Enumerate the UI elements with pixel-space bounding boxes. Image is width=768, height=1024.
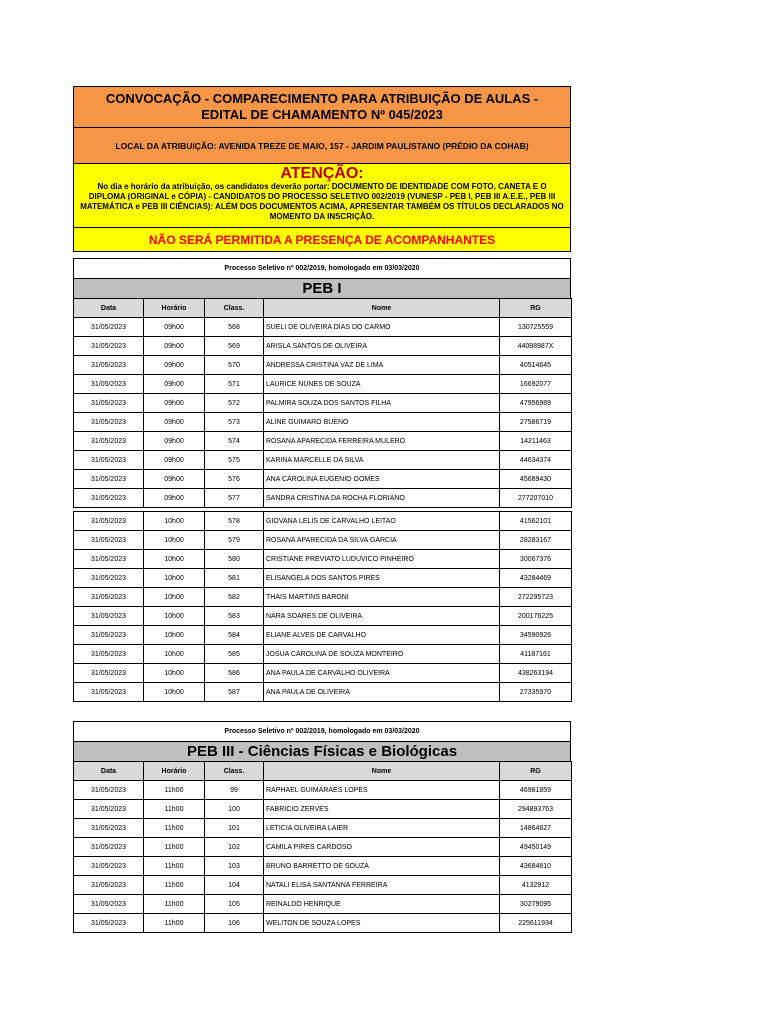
cell-horario: 10h00 [144,664,205,683]
cell-data: 31/05/2023 [74,356,144,375]
cell-nome: ANA PAULA DE CARVALHO OLIVEIRA [264,664,500,683]
attention-text: No dia e horário da atribuição, os candidatos deverão portar: DOCUMENTO DE IDENTIDADE COM FOTO, CANETA E O DIPLOMA (ORIGINAL e CÓPIA) - CANDIDATOS DO PROCESSO SELETIVO 002/2019 (VUNESP - PEB I, PEB III A.E.E., PEB III MATEMÁTICA e PEB III CIÊNCIAS): ALÉM DOS DOCUMENTOS ACIMA, APRESENTAR TAMBÉM OS TÍTULOS DECLARADOS NO MOMENTO DA INSCRIÇÃO. [80,182,564,221]
cell-class: 576 [205,470,264,489]
cell-horario: 09h00 [144,470,205,489]
cell-nome: LETICIA OLIVEIRA LAIER [264,819,500,838]
cell-rg: 41187161 [500,645,572,664]
table-row [74,550,572,569]
cell-rg: 14864827 [500,819,572,838]
cell-rg: 27335970 [500,683,572,702]
col-header-rg: RG [500,762,572,781]
cell-nome: SUELI DE OLIVEIRA DIAS DO CARMO [264,318,500,337]
table-row [74,895,572,914]
cell-nome: ELIANE ALVES DE CARVALHO [264,626,500,645]
cell-data: 31/05/2023 [74,318,144,337]
cell-class: 570 [205,356,264,375]
cell-rg: 200176225 [500,607,572,626]
cell-class: 106 [205,914,264,933]
cell-nome: ANA PAULA DE OLIVEIRA [264,683,500,702]
peb3-title: PEB III - Ciências Físicas e Biológicas [73,741,571,761]
cell-rg: 130725559 [500,318,572,337]
table-row [74,512,572,531]
cell-nome: PALMIRA SOUZA DOS SANTOS FILHA [264,394,500,413]
cell-class: 574 [205,432,264,451]
cell-rg: 46981859 [500,781,572,800]
cell-data: 31/05/2023 [74,451,144,470]
table-row [74,356,572,375]
location-line: LOCAL DA ATRIBUIÇÃO: AVENIDA TREZE DE MAIO, 157 - JARDIM PAULISTANO (PRÉDIO DA COHAB) [74,128,570,164]
peb3-table-body [74,781,572,933]
cell-class: 103 [205,857,264,876]
cell-nome: NATALI ELISA SANTANNA FERREIRA [264,876,500,895]
col-header-horario: Horário [144,299,205,318]
cell-horario: 11h00 [144,819,205,838]
cell-class: 586 [205,664,264,683]
cell-rg: 34590926 [500,626,572,645]
peb1-table-body [74,318,572,702]
col-header-class: Class. [205,299,264,318]
cell-rg: 27586719 [500,413,572,432]
col-header-nome: Nome [264,299,500,318]
cell-rg: 28283167 [500,531,572,550]
title-line-1: CONVOCAÇÃO - COMPARECIMENTO PARA ATRIBUIÇÃO DE AULAS - [105,91,539,106]
cell-horario: 11h00 [144,838,205,857]
cell-nome: CRISTIANE PREVIATO LUDUVICO PINHEIRO [264,550,500,569]
col-header-data: Data [74,299,144,318]
cell-horario: 10h00 [144,626,205,645]
cell-rg: 30279095 [500,895,572,914]
cell-horario: 09h00 [144,337,205,356]
table-row [74,337,572,356]
cell-nome: LAURICE NUNES DE SOUZA [264,375,500,394]
table-row [74,607,572,626]
cell-rg: 30067376 [500,550,572,569]
table-row [74,838,572,857]
cell-rg: 225611934 [500,914,572,933]
cell-horario: 09h00 [144,432,205,451]
table-row [74,664,572,683]
table-row [74,318,572,337]
cell-horario: 09h00 [144,489,205,508]
table-row [74,876,572,895]
cell-nome: ROSANA APARECIDA FERREIRA MULERO [264,432,500,451]
cell-horario: 09h00 [144,356,205,375]
cell-class: 577 [205,489,264,508]
table-row [74,531,572,550]
cell-data: 31/05/2023 [74,569,144,588]
peb1-title: PEB I [73,278,571,298]
cell-rg: 272295723 [500,588,572,607]
cell-rg: 16692077 [500,375,572,394]
cell-data: 31/05/2023 [74,413,144,432]
cell-nome: SANDRA CRISTINA DA ROCHA FLORIANO [264,489,500,508]
cell-data: 31/05/2023 [74,512,144,531]
cell-class: 582 [205,588,264,607]
table-header-row [74,762,572,781]
cell-rg: 43284469 [500,569,572,588]
cell-horario: 10h00 [144,531,205,550]
cell-horario: 09h00 [144,413,205,432]
cell-class: 578 [205,512,264,531]
col-header-data: Data [74,762,144,781]
attention-title: ATENÇÃO: [280,165,364,182]
cell-horario: 09h00 [144,451,205,470]
cell-horario: 10h00 [144,550,205,569]
cell-nome: ALINE GUIMARO BUENO [264,413,500,432]
cell-horario: 11h00 [144,895,205,914]
header-block [73,86,571,252]
cell-horario: 10h00 [144,683,205,702]
cell-data: 31/05/2023 [74,337,144,356]
cell-rg: 277207010 [500,489,572,508]
peb1-table [73,298,572,702]
col-header-rg: RG [500,299,572,318]
table-row [74,413,572,432]
cell-data: 31/05/2023 [74,550,144,569]
table-row [74,781,572,800]
peb3-process-line: Processo Seletivo nº 002/2019, homologado em 03/03/2020 [73,721,571,741]
cell-rg: 44088987X [500,337,572,356]
table-row [74,470,572,489]
table-row [74,683,572,702]
cell-data: 31/05/2023 [74,914,144,933]
peb1-section [73,258,571,702]
cell-class: 104 [205,876,264,895]
cell-horario: 11h00 [144,800,205,819]
table-row [74,800,572,819]
cell-horario: 11h00 [144,857,205,876]
cell-horario: 10h00 [144,607,205,626]
cell-nome: BRUNO BARRETTO DE SOUZA [264,857,500,876]
cell-data: 31/05/2023 [74,895,144,914]
document-title [74,87,570,128]
cell-data: 31/05/2023 [74,607,144,626]
table-row [74,857,572,876]
cell-nome: ELISANGELA DOS SANTOS PIRES [264,569,500,588]
cell-data: 31/05/2023 [74,394,144,413]
cell-rg: 294893763 [500,800,572,819]
cell-data: 31/05/2023 [74,857,144,876]
cell-class: 580 [205,550,264,569]
cell-horario: 10h00 [144,588,205,607]
cell-class: 568 [205,318,264,337]
cell-nome: REINALDO HENRIQUE [264,895,500,914]
table-row [74,819,572,838]
cell-horario: 10h00 [144,645,205,664]
cell-horario: 09h00 [144,375,205,394]
cell-class: 100 [205,800,264,819]
cell-rg: 47956989 [500,394,572,413]
cell-nome: CAMILA PIRES CARDOSO [264,838,500,857]
cell-nome: GIOVANA LELIS DE CARVALHO LEITAO [264,512,500,531]
attention-box [74,164,570,228]
cell-horario: 09h00 [144,318,205,337]
cell-data: 31/05/2023 [74,683,144,702]
cell-data: 31/05/2023 [74,645,144,664]
cell-horario: 10h00 [144,512,205,531]
col-header-nome: Nome [264,762,500,781]
cell-horario: 11h00 [144,914,205,933]
table-row [74,914,572,933]
cell-nome: JOSUA CAROLINA DE SOUZA MONTEIRO [264,645,500,664]
table-row [74,394,572,413]
cell-rg: 49450149 [500,838,572,857]
col-header-class: Class. [205,762,264,781]
cell-data: 31/05/2023 [74,588,144,607]
cell-nome: FABRICIO ZERVES [264,800,500,819]
cell-data: 31/05/2023 [74,626,144,645]
cell-class: 105 [205,895,264,914]
cell-class: 571 [205,375,264,394]
cell-data: 31/05/2023 [74,375,144,394]
cell-class: 583 [205,607,264,626]
cell-nome: THAIS MARTINS BARONI [264,588,500,607]
cell-nome: ROSANA APARECIDA DA SILVA GARCIA [264,531,500,550]
cell-data: 31/05/2023 [74,800,144,819]
cell-class: 101 [205,819,264,838]
table-row [74,626,572,645]
table-row [74,588,572,607]
table-row [74,375,572,394]
cell-data: 31/05/2023 [74,470,144,489]
cell-class: 99 [205,781,264,800]
cell-data: 31/05/2023 [74,781,144,800]
cell-data: 31/05/2023 [74,664,144,683]
cell-nome: KARINA MARCELLE DA SILVA [264,451,500,470]
cell-rg: 43684810 [500,857,572,876]
peb1-process-line: Processo Seletivo nº 002/2019, homologado em 03/03/2020 [73,258,571,278]
cell-nome: WELITON DE SOUZA LOPES [264,914,500,933]
no-companions-notice: NÃO SERÁ PERMITIDA A PRESENÇA DE ACOMPANHANTES [74,228,570,251]
cell-rg: 44634374 [500,451,572,470]
cell-rg: 45689430 [500,470,572,489]
cell-data: 31/05/2023 [74,432,144,451]
cell-class: 573 [205,413,264,432]
cell-nome: ANA CAROLINA EUGENIO GOMES [264,470,500,489]
table-header-row [74,299,572,318]
cell-horario: 10h00 [144,569,205,588]
cell-class: 581 [205,569,264,588]
cell-rg: 438263194 [500,664,572,683]
cell-class: 572 [205,394,264,413]
cell-horario: 09h00 [144,394,205,413]
cell-data: 31/05/2023 [74,819,144,838]
cell-nome: ARISLA SANTOS DE OLIVEIRA [264,337,500,356]
cell-class: 587 [205,683,264,702]
cell-class: 585 [205,645,264,664]
cell-data: 31/05/2023 [74,531,144,550]
cell-data: 31/05/2023 [74,876,144,895]
cell-horario: 11h00 [144,876,205,895]
cell-class: 575 [205,451,264,470]
cell-rg: 14211463 [500,432,572,451]
cell-class: 102 [205,838,264,857]
table-row [74,451,572,470]
cell-rg: 40514645 [500,356,572,375]
peb3-section [73,721,571,933]
table-row [74,569,572,588]
cell-rg: 4132912 [500,876,572,895]
table-row [74,645,572,664]
col-header-horario: Horário [144,762,205,781]
peb3-table [73,761,572,933]
cell-rg: 41562101 [500,512,572,531]
cell-data: 31/05/2023 [74,838,144,857]
cell-nome: NARA SOARES DE OLIVEIRA [264,607,500,626]
cell-data: 31/05/2023 [74,489,144,508]
cell-horario: 11h00 [144,781,205,800]
table-row [74,489,572,508]
cell-class: 584 [205,626,264,645]
cell-class: 579 [205,531,264,550]
cell-nome: RAPHAEL GUIMARAES LOPES [264,781,500,800]
table-row [74,432,572,451]
title-line-2: EDITAL DE CHAMAMENTO Nº 045/2023 [201,107,443,122]
cell-class: 569 [205,337,264,356]
cell-nome: ANDRESSA CRISTINA VAZ DE LIMA [264,356,500,375]
